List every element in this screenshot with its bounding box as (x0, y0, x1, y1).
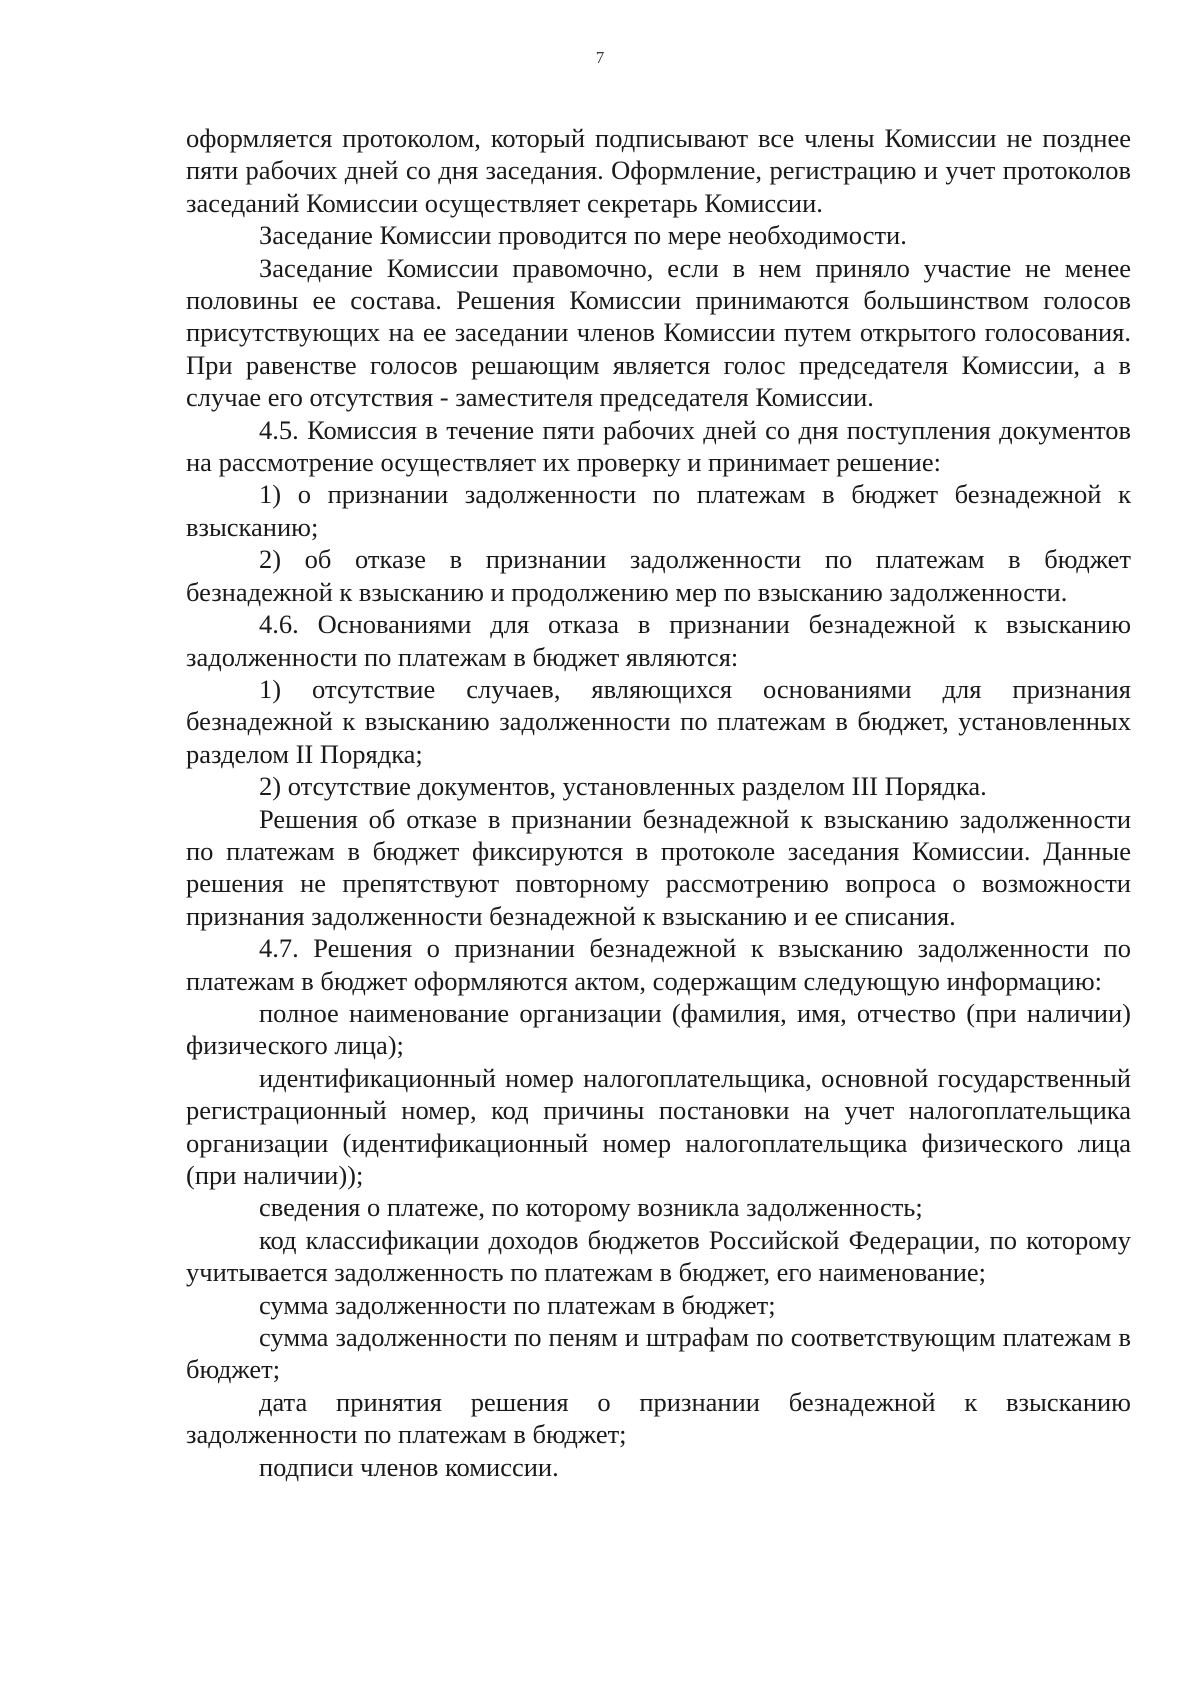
list-item: сумма задолженности по пеням и штрафам по соответствующим платежам в бюджет; (186, 1322, 1131, 1385)
list-item: 1) отсутствие случаев, являющихся основаниями для признания безнадежной к взысканию задолженности по платежам в бюджет, установленных разделом II Порядка; (186, 673, 1131, 769)
page-number: 7 (595, 48, 605, 67)
list-item: 1) о признании задолженности по платежам в бюджет безнадежной к взысканию; (186, 479, 1131, 542)
list-item: код классификации доходов бюджетов Российской Федерации, по которому учитывается задолженность по платежам в бюджет, его наименование; (186, 1224, 1131, 1288)
list-item: идентификационный номер налогоплательщика, основной государственный регистрационный номер, код причины постановки на учет налогоплательщика организации (идентификационный номер налогоплательщика физического лица (при наличии)); (186, 1062, 1131, 1190)
clause-4-5: 4.5. Комиссия в течение пяти рабочих дней со дня поступления документов на рассмотрение осуществляет их проверку и принимает решение: (186, 414, 1131, 478)
list-item: 2) об отказе в признании задолженности по платежам в бюджет безнадежной к взысканию и продолжению мер по взысканию задолженности. (186, 544, 1131, 607)
list-item: 2) отсутствие документов, установленных разделом III Порядка. (259, 771, 987, 802)
paragraph: Решения об отказе в признании безнадежной к взысканию задолженности по платежам в бюджет фиксируются в протоколе заседания Комиссии. Данные решения не препятствуют повторному рассмотрению вопроса о возможности признания задолженности безнадежной к взысканию и ее списания. (186, 803, 1131, 931)
paragraph: Заседание Комиссии правомочно, если в нем приняло участие не менее половины ее состава. Решения Комиссии принимаются большинством голосов присутствующих на ее заседании членов Комиссии путем открытого голосования. При равенстве голосов решающим является голос председателя Комиссии, а в случае его отсутствия - заместителя председателя Комиссии. (186, 252, 1131, 413)
list-item: подписи членов комиссии. (259, 1451, 559, 1482)
clause-4-6: 4.6. Основаниями для отказа в признании безнадежной к взысканию задолженности по платежам в бюджет являются: (186, 609, 1131, 672)
document-body (186, 122, 1131, 1483)
list-item: сумма задолженности по платежам в бюджет; (259, 1289, 776, 1320)
clause-4-7: 4.7. Решения о признании безнадежной к взысканию задолженности по платежам в бюджет оформляются актом, содержащим следующую информацию: (186, 933, 1131, 996)
list-item: сведения о платеже, по которому возникла задолженность; (259, 1192, 923, 1223)
paragraph: Заседание Комиссии проводится по мере необходимости. (259, 220, 907, 251)
list-item: дата принятия решения о признании безнадежной к взысканию задолженности по платежам в бюджет; (186, 1386, 1131, 1450)
list-item: полное наименование организации (фамилия, имя, отчество (при наличии) физического лица); (186, 997, 1131, 1061)
paragraph: оформляется протоколом, который подписывают все члены Комиссии не позднее пяти рабочих дней со дня заседания. Оформление, регистрацию и учет протоколов заседаний Комиссии осуществляет секретарь Комиссии. (186, 123, 1131, 218)
